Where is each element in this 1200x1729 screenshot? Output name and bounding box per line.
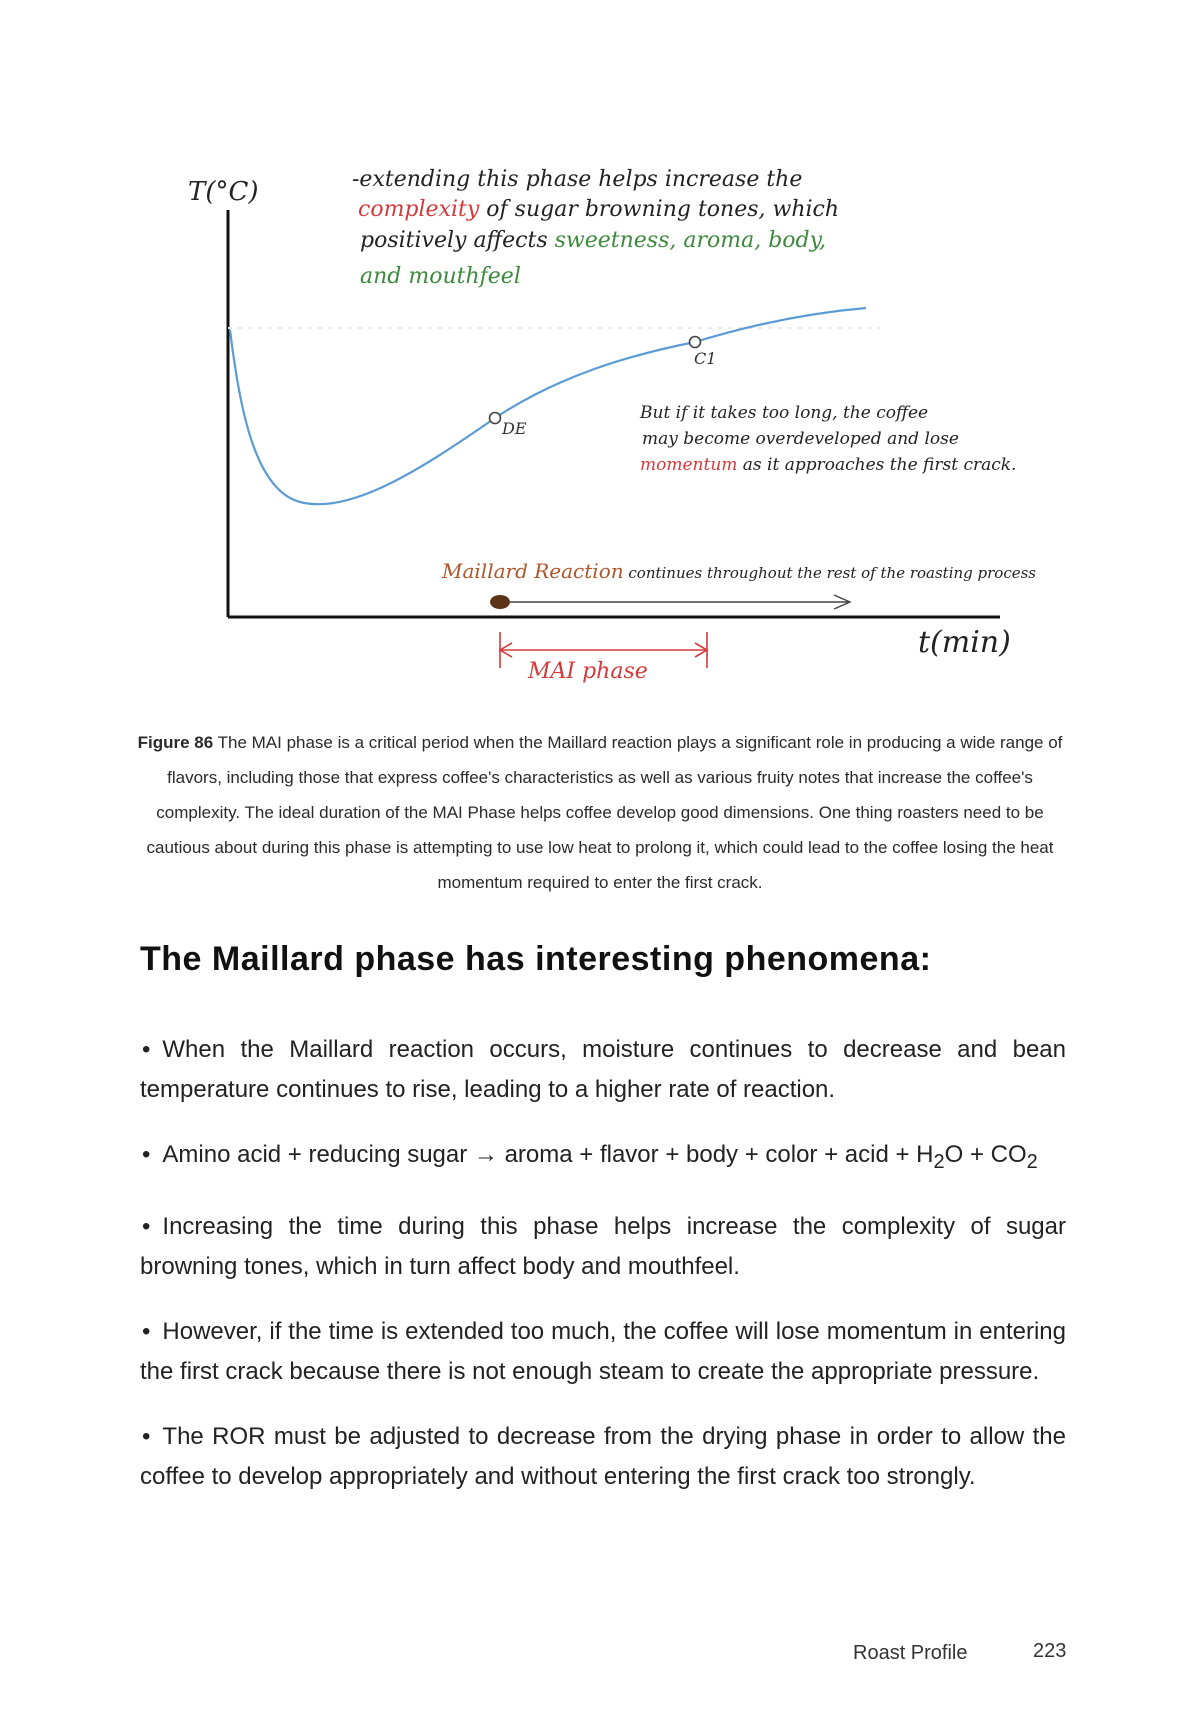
list-item [140,1207,1066,1287]
note-right-line-1: But if it takes too long, the coffee [640,403,929,423]
point-de-marker [490,413,501,424]
x-axis-label: t(min) [918,625,1011,660]
list-item [140,1312,1066,1392]
bullet-icon: • [142,1141,151,1168]
list-item-text: When the Maillard reaction occurs, moisture continues to decrease and bean temperature continues to rise, leading to a higher rate of reaction. [140,1036,1066,1103]
list-item [140,1417,1066,1497]
note-top-line-4: and mouthfeel [360,264,521,289]
note-right-line-3 [640,455,1016,475]
note-top-line-2 [358,197,839,222]
note-top-line-3-black: positively affects [360,228,555,253]
list-item [140,1030,1066,1110]
roast-curve-figure [0,0,1200,710]
footer-section-label: Roast Profile [853,1642,968,1664]
bullet-icon: • [142,1212,151,1240]
list-item-text: However, if the time is extended too much, the coffee will lose momentum in entering the first crack because there is not enough steam to create the appropriate pressure. [140,1317,1066,1385]
bullet-icon: • [142,1422,151,1450]
figure-caption [135,725,1065,900]
list-item-text: Increasing the time during this phase helps increase the complexity of sugar browning tones, which in turn affect body and mouthfeel. [140,1212,1066,1280]
note-right-line-3-rest: as it approaches the first crack. [737,455,1017,475]
overdevelopment-warning-note [639,403,1016,475]
note-momentum-highlight: momentum [640,455,738,475]
note-flavor-list-highlight: sweetness, aroma, body, [554,228,827,253]
extending-phase-note [352,167,839,289]
bullet-icon: • [142,1036,151,1063]
maillard-reaction-rest: continues throughout the rest of the roasting process [623,564,1037,582]
bullet-icon: • [142,1317,151,1345]
note-top-line-1: -extending this phase helps increase the [352,167,803,192]
page-number: 223 [1033,1640,1067,1662]
point-de-label: DE [502,419,527,438]
figure-caption-label: Figure 86 [137,733,214,752]
list-item [140,1135,1066,1182]
list-item-text: The ROR must be adjusted to decrease from the drying phase in order to allow the coffee to develop appropriately and without entering the first crack too strongly. [140,1422,1066,1490]
coffee-bean-icon [490,595,510,609]
maillard-reaction-note [441,559,1036,583]
point-c1-label: C1 [694,349,717,368]
note-top-line-2-rest: of sugar browning tones, which [479,197,840,222]
figure-caption-text: The MAI phase is a critical period when the Maillard reaction plays a significant role in producing a wide range of flavors, including those that express coffee's characteristics as well as various fruity notes that increase the coffee's complexity. The ideal duration of the MAI Phase helps coffee develop good dimensions. One thing roasters need to be cautious about during this phase is attempting to use low heat to prolong it, which could lead to the coffee losing the heat momentum required to enter the first crack. [146,733,1063,892]
note-top-line-3 [360,228,826,253]
note-right-line-2: may become overdeveloped and lose [642,429,959,449]
section-heading: The Maillard phase has interesting phenomena: [140,940,932,978]
phenomena-list [140,1030,1066,1522]
note-complexity-highlight: complexity [358,197,480,222]
mai-phase-label: MAI phase [528,659,648,684]
maillard-reaction-label: Maillard Reaction [442,559,624,583]
reaction-equation: Amino acid + reducing sugar → aroma + flavor + body + color + acid + $H_2O + CO_2$ [162,1141,1038,1173]
y-axis-label: T(°C) [188,177,259,207]
point-c1-marker [690,337,701,348]
